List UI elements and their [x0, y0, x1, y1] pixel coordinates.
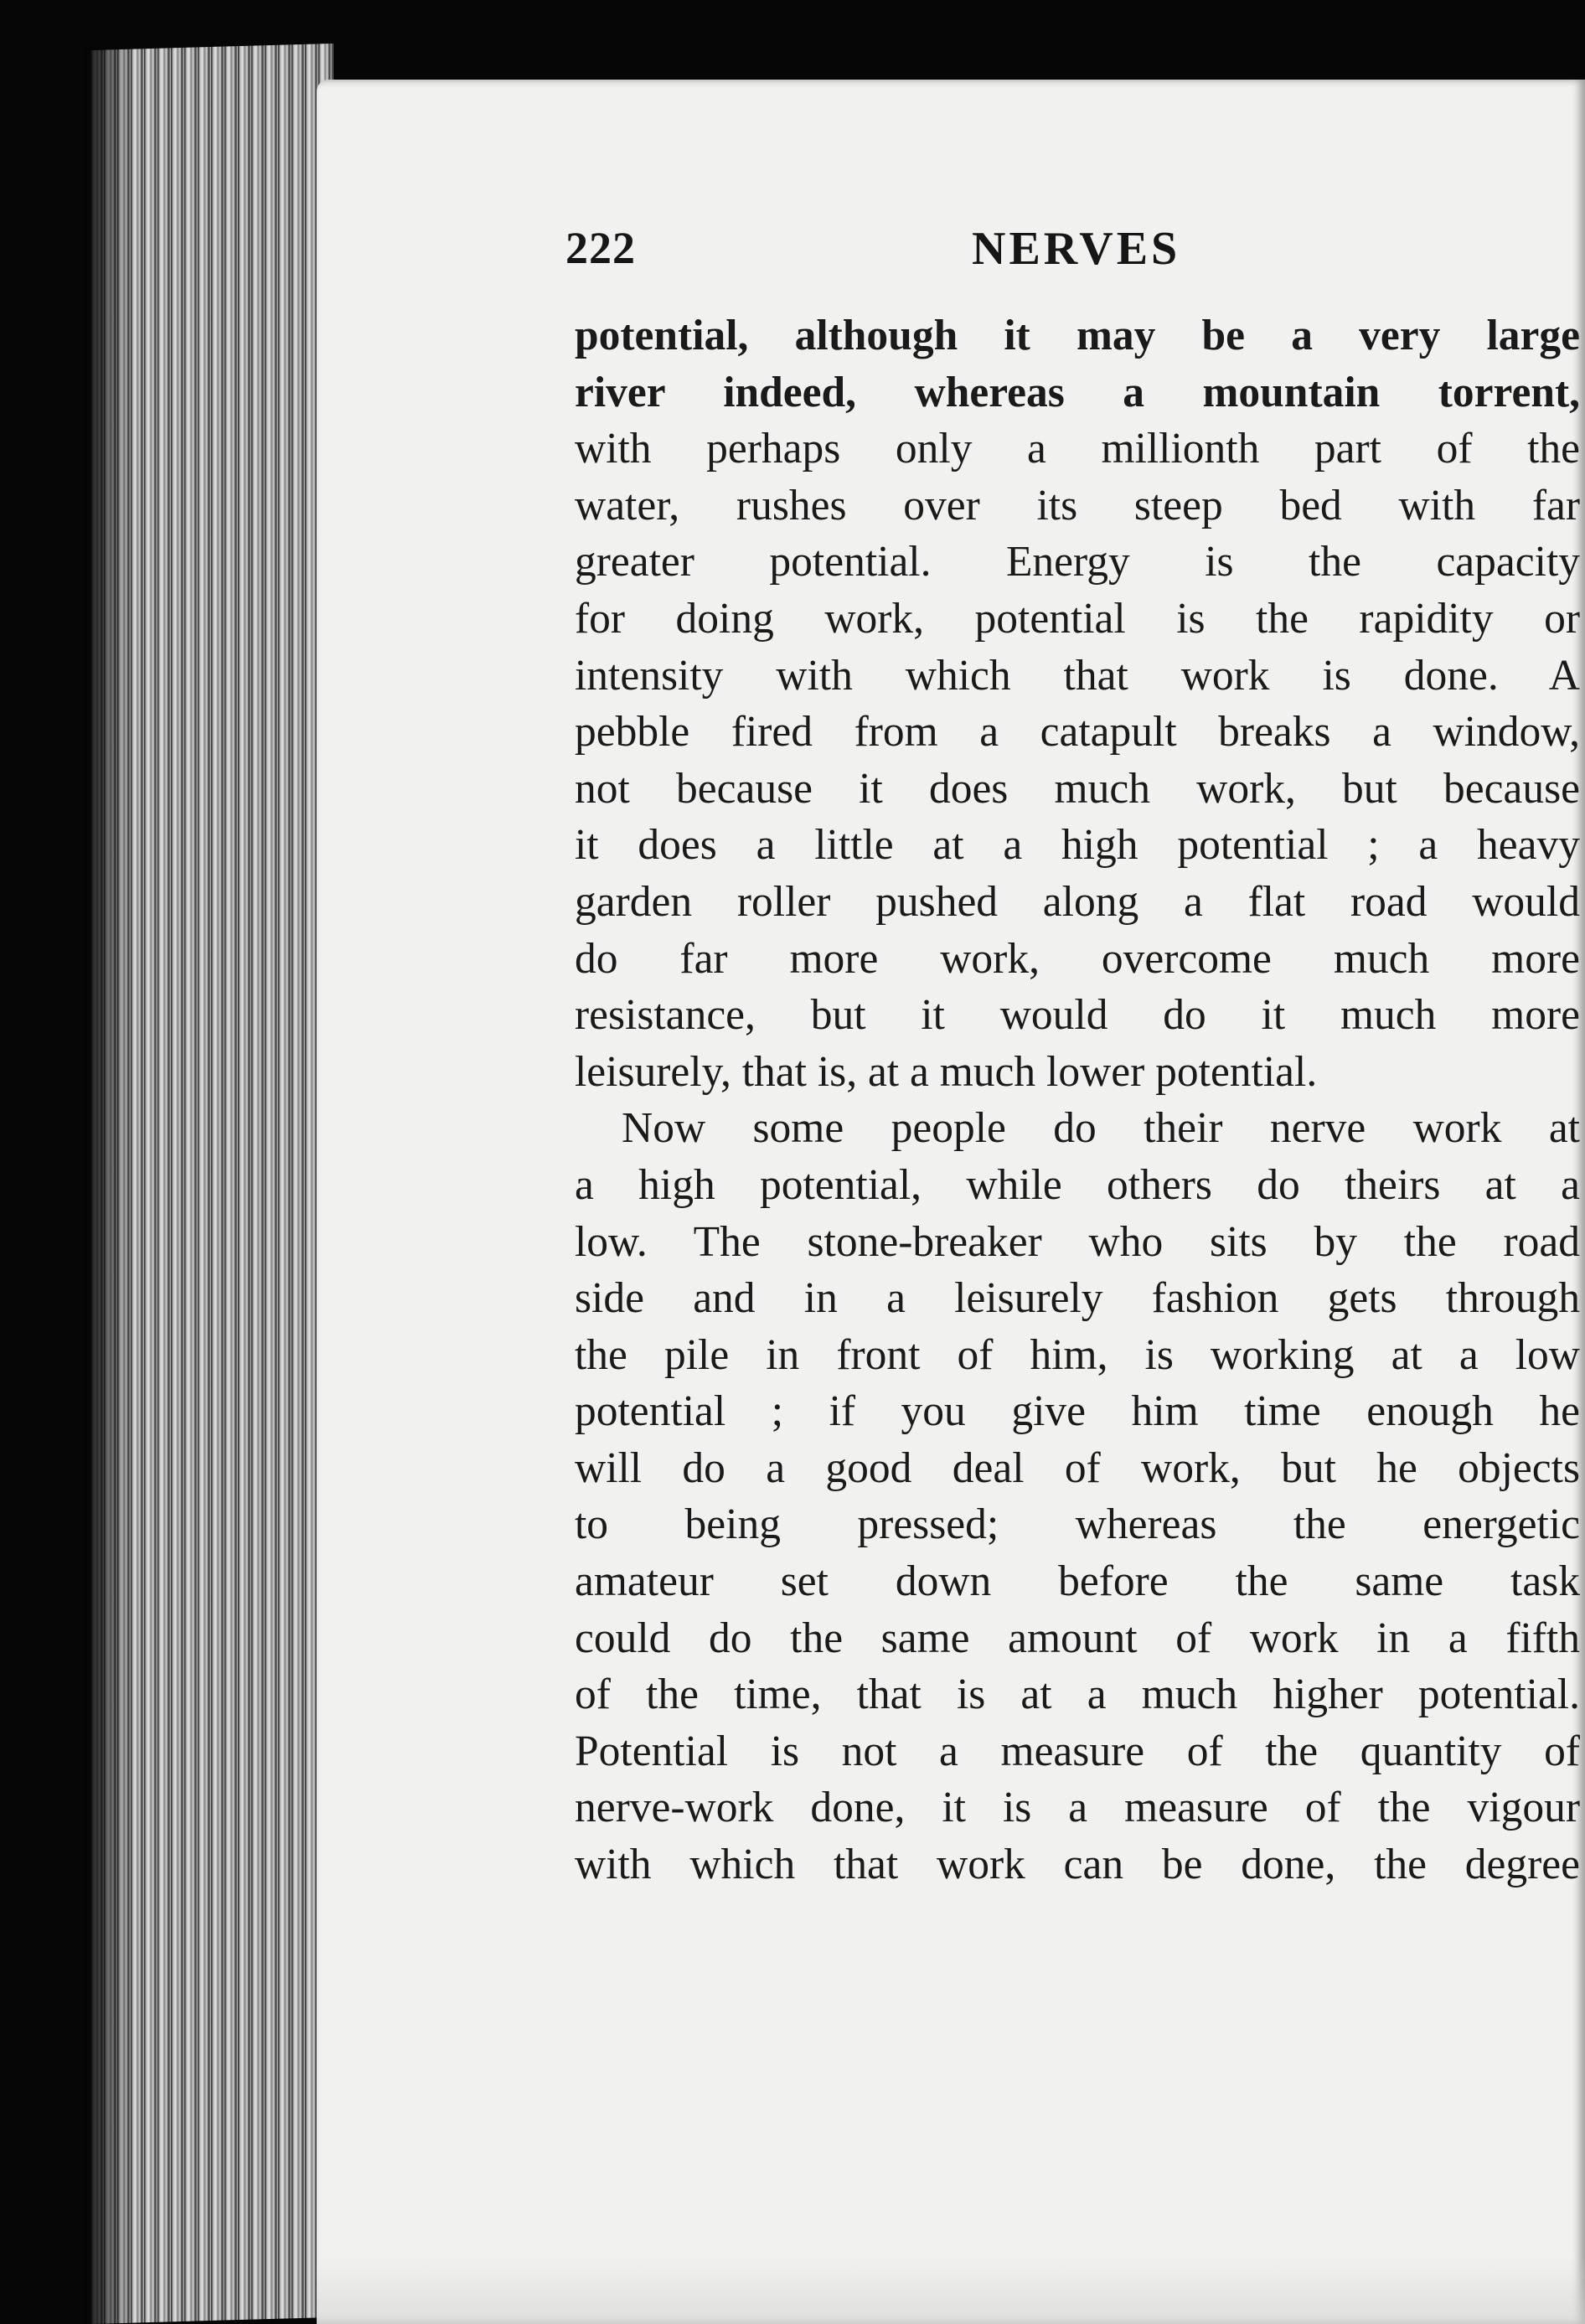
text-line: of the time, that is at a much higher potential. [575, 1671, 1580, 1719]
text-line: river indeed, whereas a mountain torrent, [575, 368, 1580, 416]
text-line: potential ; if you give him time enough he [575, 1387, 1580, 1436]
text-line: greater potential. Energy is the capacity [575, 538, 1580, 586]
paragraph-2 [575, 1100, 1580, 1893]
text-line: will do a good deal of work, but he objects [575, 1443, 1580, 1492]
text-line: with perhaps only a millionth part of the [575, 425, 1580, 473]
text-line: for doing work, potential is the rapidity or [575, 594, 1580, 643]
page-edges-shadow [84, 42, 134, 2324]
text-line: garden roller pushed along a flat road would [575, 877, 1580, 926]
text-line: with which that work can be done, the degree [575, 1841, 1580, 1889]
page-header [565, 222, 1571, 281]
paragraph-1 [575, 307, 1580, 1100]
text-line: Potential is not a measure of the quantity of [575, 1727, 1580, 1775]
text-line: pebble fired from a catapult breaks a window, [575, 708, 1580, 757]
text-line: could do the same amount of work in a fifth [575, 1614, 1580, 1662]
text-line: Now some people do their nerve work at [622, 1104, 1580, 1153]
text-line: not because it does much work, but because [575, 764, 1580, 813]
page-number: 222 [565, 223, 636, 273]
book-page [317, 80, 1585, 2324]
text-line: a high potential, while others do theirs at a [575, 1160, 1580, 1209]
text-line: potential, although it may be a very large [575, 312, 1580, 359]
text-line: intensity with which that work is done. A [575, 651, 1580, 700]
text-line: it does a little at a high potential ; a heavy [575, 821, 1580, 870]
body-text [575, 307, 1580, 1893]
text-line: low. The stone-breaker who sits by the road [575, 1217, 1580, 1266]
text-line: do far more work, overcome much more [575, 934, 1580, 983]
text-line: the pile in front of him, is working at a low [575, 1330, 1580, 1379]
text-line: side and in a leisurely fashion gets through [575, 1274, 1580, 1323]
text-line: to being pressed; whereas the energetic [575, 1500, 1580, 1549]
text-line: amateur set down before the same task [575, 1557, 1580, 1606]
text-line: water, rushes over its steep bed with far [575, 481, 1580, 529]
running-title: NERVES [972, 223, 1181, 275]
page-bottom-shading [317, 2257, 1585, 2324]
text-line: nerve-work done, it is a measure of the vigour [575, 1784, 1580, 1832]
text-line: resistance, but it would do it much more [575, 991, 1580, 1040]
text-line: leisurely, that is, at a much lower potential. [575, 1047, 1318, 1096]
